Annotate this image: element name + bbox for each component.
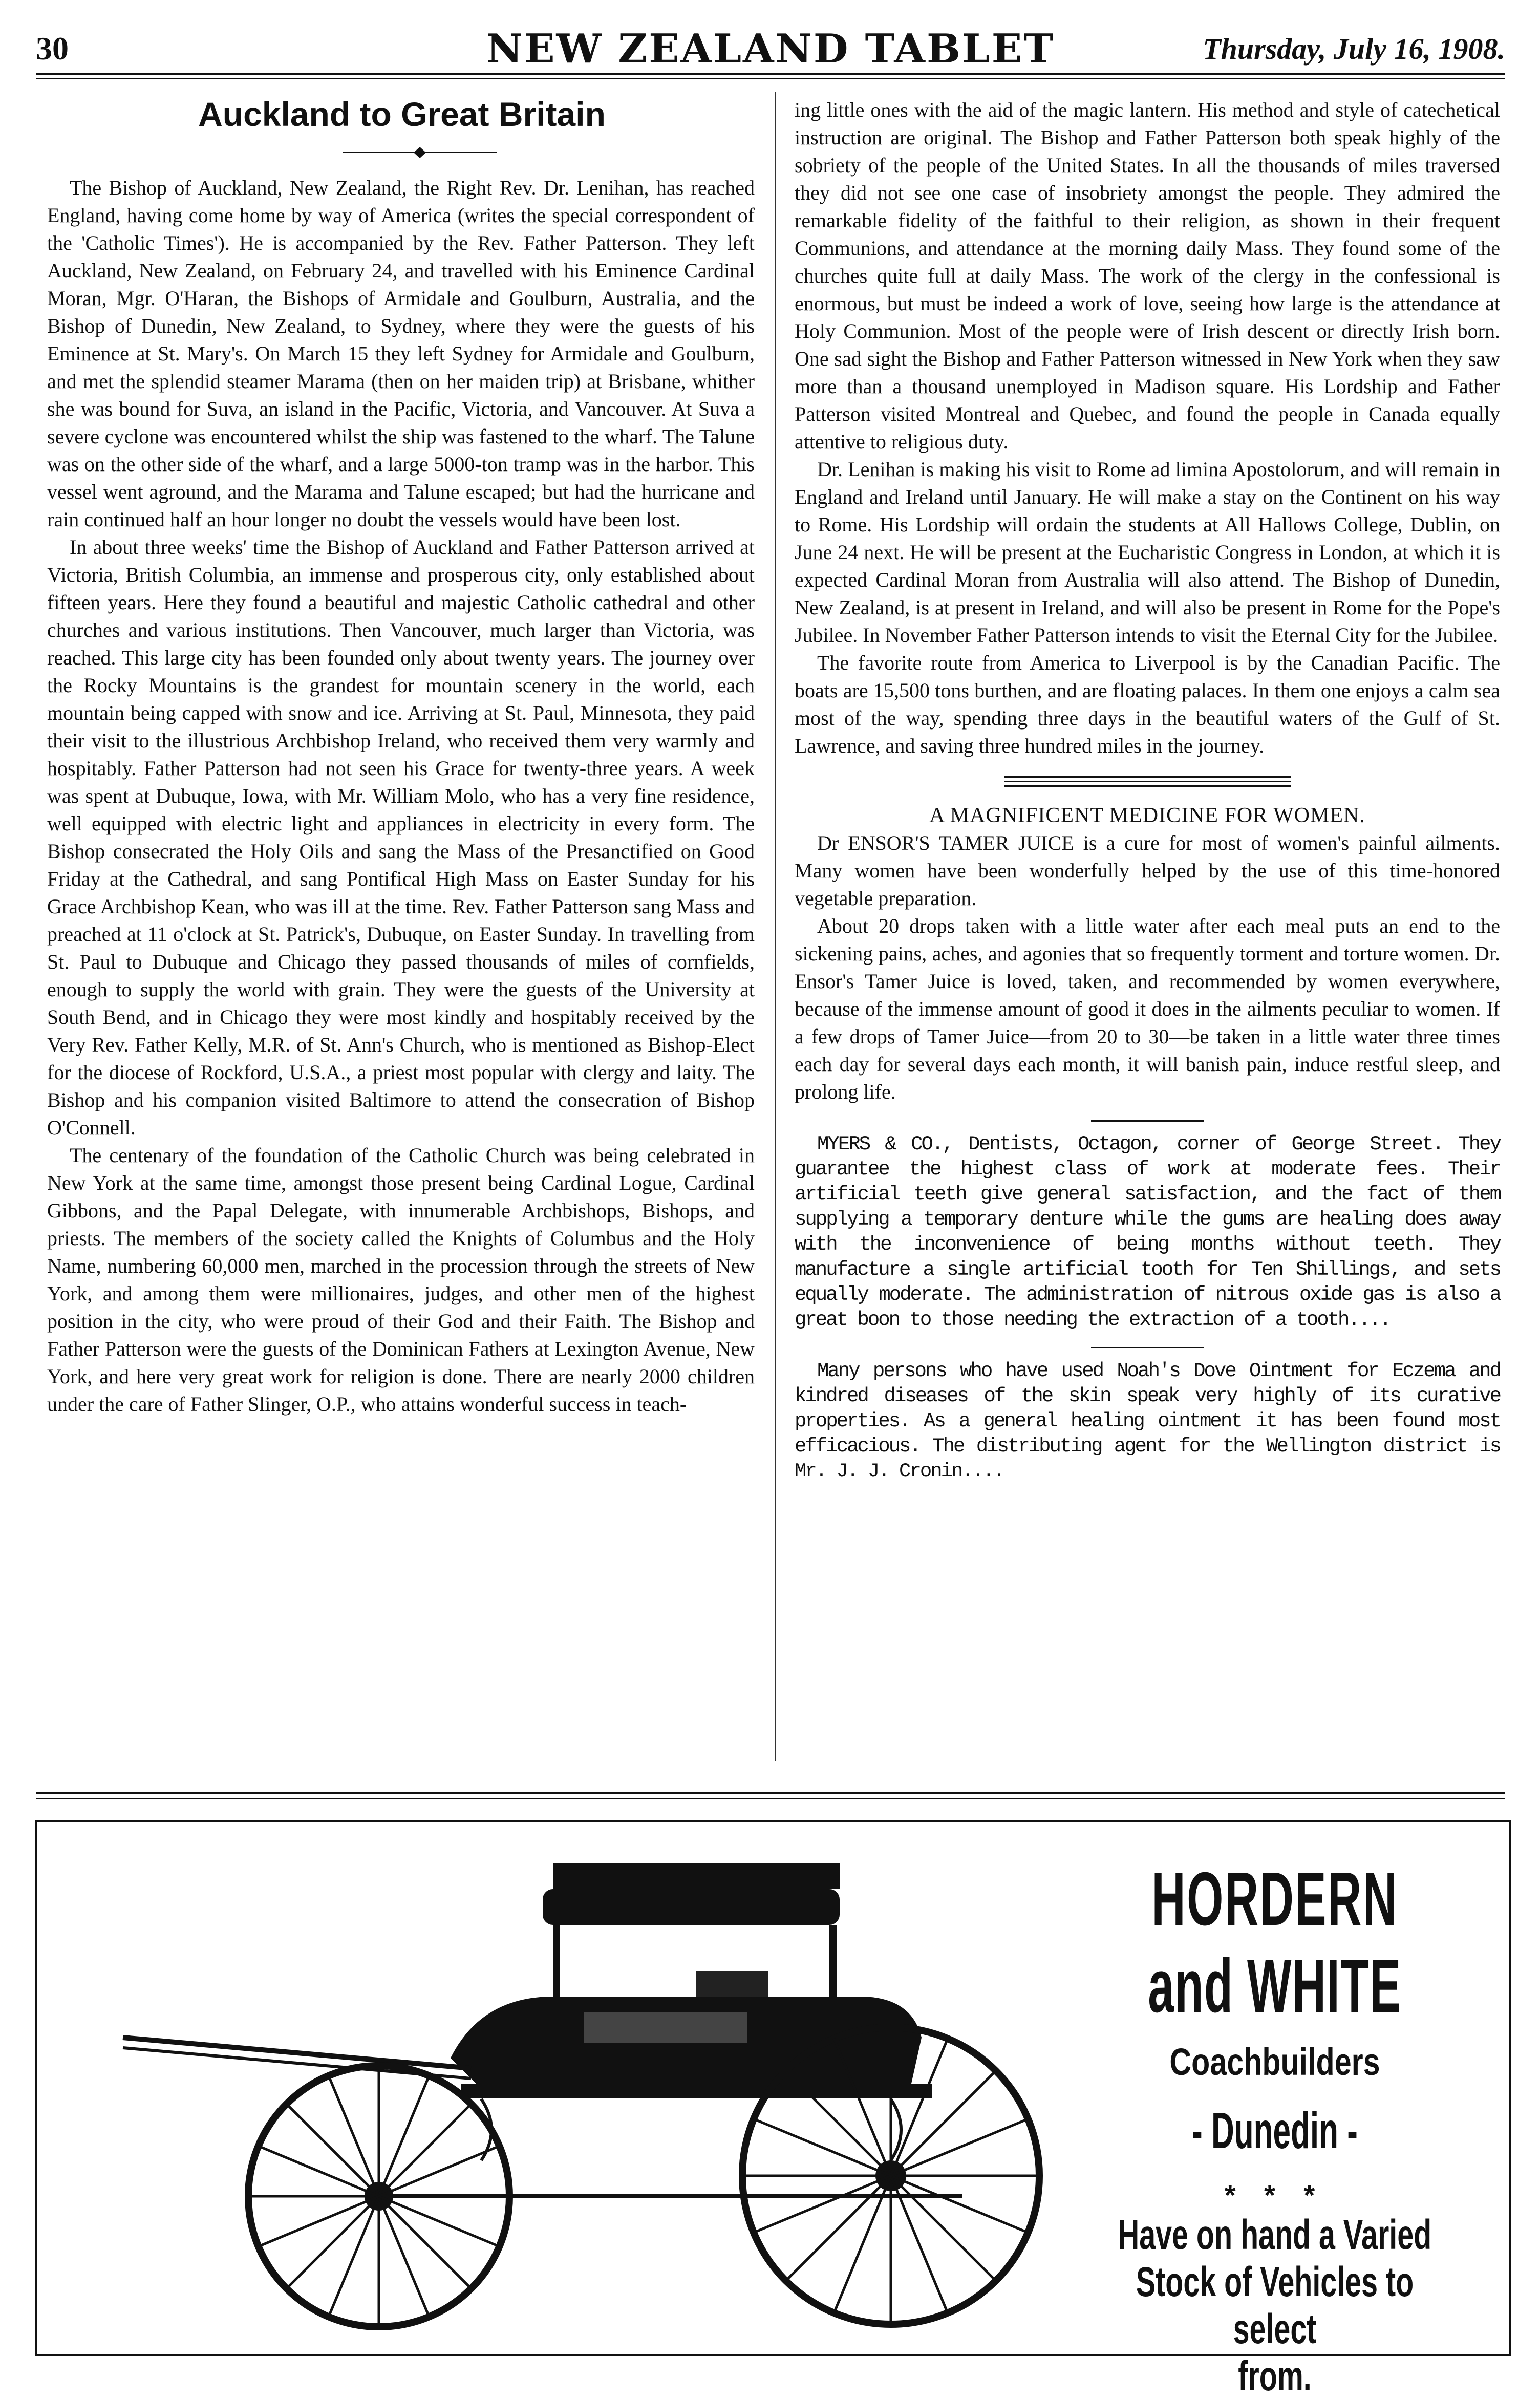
front-wheel <box>248 2066 509 2327</box>
ad-company-name-second: and WHITE <box>1148 1944 1402 2028</box>
ad-stock-line: from. <box>1238 2353 1312 2399</box>
article-column-right <box>795 96 1500 1484</box>
page-number: 30 <box>36 30 69 67</box>
masthead <box>36 10 1505 87</box>
dentist-notice: MYERS & CO., Dentists, Octagon, corner of George Street. They guarantee the highest class of work at moderate fees. Their artificial teeth give general satisfaction, and the fact of them supplying a temporary denture while the gums are healing does away with the inconvenience of being months without teeth. They manufacture a single artificial tooth for Ten Shillings, and sets equally moderate. The administration of nitrous oxide gas is also a great boon to those needing the extraction of a tooth.... <box>795 1133 1500 1331</box>
article-continuation: ing little ones with the aid of the magic lantern. His method and style of catechetical instruction are original. The Bishop and Father Patterson both speak highly of the sobriety of the people of the United States. In all the thousands of miles traversed they did not see one case of insobriety amongst the people. They admired the remarkable fidelity of the faithful to their religion, as shown in their frequent Communions, and attendance at the morning daily Mass. They found some of the churches quite full at daily Mass. The work of the clergy in the confessional is enormous, but must be indeed a work of love, seeing how large is the attendance at Holy Communion. Most of the people were of Irish descent or directly Irish born. One sad sight the Bishop and Father Patterson witnessed in New York when they saw more than a thousand unemployed in Madison square. His Lordship and Father Patterson visited Montreal and Quebec, and found the people in Canada equally attentive to religious duty. <box>795 98 1500 453</box>
article-paragraph: The Bishop of Auckland, New Zealand, the Right Rev. Dr. Lenihan, has reached England, having come home by way of America (writes the special correspondent of the 'Catholic Times'). He is accompanied by the Rev. Father Patterson. They left Auckland, New Zealand, on February 24, and travelled with his Eminence Cardinal Moran, Mgr. O'Haran, the Bishops of Armidale and Goulburn, Australia, and the Bishop of Dunedin, New Zealand, to Sydney, where they were the guests of his Eminence at St. Mary's. On March 15 they left Sydney for Armidale and Goulburn, and met the splendid steamer Marama (then on her maiden trip) at Brisbane, whither she was bound for Suva, an island in the Pacific, Victoria, and Vancouver. At Suva a severe cyclone was encountered whilst the ship was fastened to the wharf. The Talune was on the other side of the wharf, and a large 5000-ton tramp was in the harbor. This vessel went aground, and the Marama and Talune escaped; but had the hurricane and rain continued half an hour longer no doubt the vessels would have been lost. <box>47 176 755 531</box>
ad-company-name: HORDERN <box>1151 1857 1398 1941</box>
section-rule <box>1004 781 1291 782</box>
ad-separator <box>36 1792 1505 1794</box>
issue-date: Thursday, July 16, 1908. <box>1203 32 1505 66</box>
article-continuation: Dr. Lenihan is making his visit to Rome ad limina Apostolorum, and will remain in England and Ireland until January. He will make a stay on the Continent on his way to Rome. His Lordship will ordain the students at All Hallows College, Dublin, on June 24 next. He will be present at the Eucharistic Congress in London, at which it is expected Cardinal Moran from Australia will also attend. The Bishop of Dunedin, New Zealand, is at present in Ireland, and will also be present in Rome for the Pope's Jubilee. In November Father Patterson intends to visit the Eternal City for the Jubilee. <box>795 458 1500 647</box>
article-title: Auckland to Great Britain <box>198 95 606 133</box>
medicine-paragraph: Dr ENSOR'S TAMER JUICE is a cure for most of women's painful ailments. Many women have been wonderfully helped by the use of this time-honored vegetable preparation. <box>795 831 1500 910</box>
rear-wheel <box>742 2027 1039 2324</box>
notice-rule <box>1091 1347 1204 1348</box>
paper-title: NEW ZEALAND TABLET <box>486 26 1055 72</box>
section-rule <box>1004 776 1291 778</box>
article-paragraph: In about three weeks' time the Bishop of Auckland and Father Patterson arrived at Victoria, British Columbia, an immense and prosperous city, only established about fifteen years. Here they found a beautiful and majestic Catholic cathedral and other churches and various institutions. Then Vancouver, much larger than Victoria, was reached. This large city has been founded only about twenty years. The journey over the Rocky Mountains is the grandest for mountain scenery in the world, each mountain being capped with snow and ice. Arriving at St. Paul, Minnesota, they paid their visit to the illustrious Archbishop Ireland, who received them very warmly and hospitably. Father Patterson had not seen his Grace for twenty-three years. A week was spent at Dubuque, Iowa, with Mr. William Molo, who has a very fine residence, well equipped with electric light and appliances in electricity in every form. The Bishop consecrated the Holy Oils and sang the Mass of the Presanctified on Good Friday at the Cathedral, and sang Pontifical High Mass on Easter Sunday for his Grace Archbishop Kean, who was ill at the time. Rev. Father Patterson sang Mass and preached at 11 o'clock at St. Patrick's, Dubuque, on Easter Sunday. In travelling from St. Paul to Dubuque and Chicago they passed thousands of miles of cornfields, enough to supply the world with grain. They were the guests of the University at South Bend, and in Chicago they were most kindly and hospitably received by the Very Rev. Father Kelly, M.R. of St. Ann's Church, who is mentioned as Bishop-Elect for the diocese of Rockford, U.S.A., a priest most popular with clergy and laity. The Bishop and his companion visited Baltimore to attend the consecration of Bishop O'Connell. <box>47 535 755 1139</box>
column-divider <box>775 92 776 1761</box>
article-column-left <box>47 174 755 1418</box>
ad-stars: * * * <box>1224 2179 1325 2211</box>
masthead-rule <box>36 73 1505 75</box>
ad-stock-text <box>1096 2212 1454 2400</box>
masthead-rule-thin <box>36 78 1505 79</box>
ad-trade: Coachbuilders <box>1169 2041 1380 2083</box>
medicine-paragraph: About 20 drops taken with a little water after each meal puts an end to the sickening pains, aches, and agonies that so frequently torment and torture women. Dr. Ensor's Tamer Juice is loved, taken, and recommended by women everywhere, because of the immense amount of good it does in the ailments peculiar to women. If a few drops of Tamer Juice—from 20 to 30—be taken in a little water three times each day for several days each month, it will banish pain, induce restful sleep, and prolong life. <box>795 914 1500 1103</box>
ad-separator-thin <box>36 1798 1505 1799</box>
ad-stock-line: Stock of Vehicles to select <box>1136 2259 1414 2352</box>
title-ornament <box>343 145 497 160</box>
ad-stock-line: Have on hand a Varied <box>1118 2212 1432 2258</box>
article-paragraph: The centenary of the foundation of the Catholic Church was being celebrated in New York at the same time, amongst those present being Cardinal Logue, Cardinal Gibbons, and the Papal Delegate, with innumerable Archbishops, Bishops, and priests. The members of the society called the Knights of Columbus and the Holy Name, numbering 60,000 men, marched in the procession through the streets of New York, and among them were millionaires, judges, and other men of the highest position in the city, who were proud of their God and their Faith. The Bishop and Father Patterson were the guests of the Dominican Fathers at Lexington Avenue, New York, and here very great work for religion is done. There are nearly 2000 children under the care of Father Slinger, O.P., who attains wonderful success in teach- <box>47 1144 755 1416</box>
buggy-illustration <box>92 1843 1055 2334</box>
ad-town: - Dunedin - <box>1192 2102 1358 2159</box>
medicine-heading: A MAGNIFICENT MEDICINE FOR WOMEN. <box>929 804 1365 827</box>
ointment-notice: Many persons who have used Noah's Dove Ointment for Eczema and kindred diseases of the skin speak very highly of its curative properties. As a general healing ointment it has been found most efficacious. The distributing agent for the Wellington district is Mr. J. J. Cronin.... <box>795 1360 1500 1483</box>
article-continuation: The favorite route from America to Liverpool is by the Canadian Pacific. The boats are 15,500 tons burthen, and are floating palaces. In them one enjoys a calm sea most of the way, spending three days in the beautiful waters of the Gulf of St. Lawrence, and saving three hundred miles in the journey. <box>795 651 1500 757</box>
section-rule <box>1004 785 1291 787</box>
notice-rule <box>1091 1120 1204 1122</box>
